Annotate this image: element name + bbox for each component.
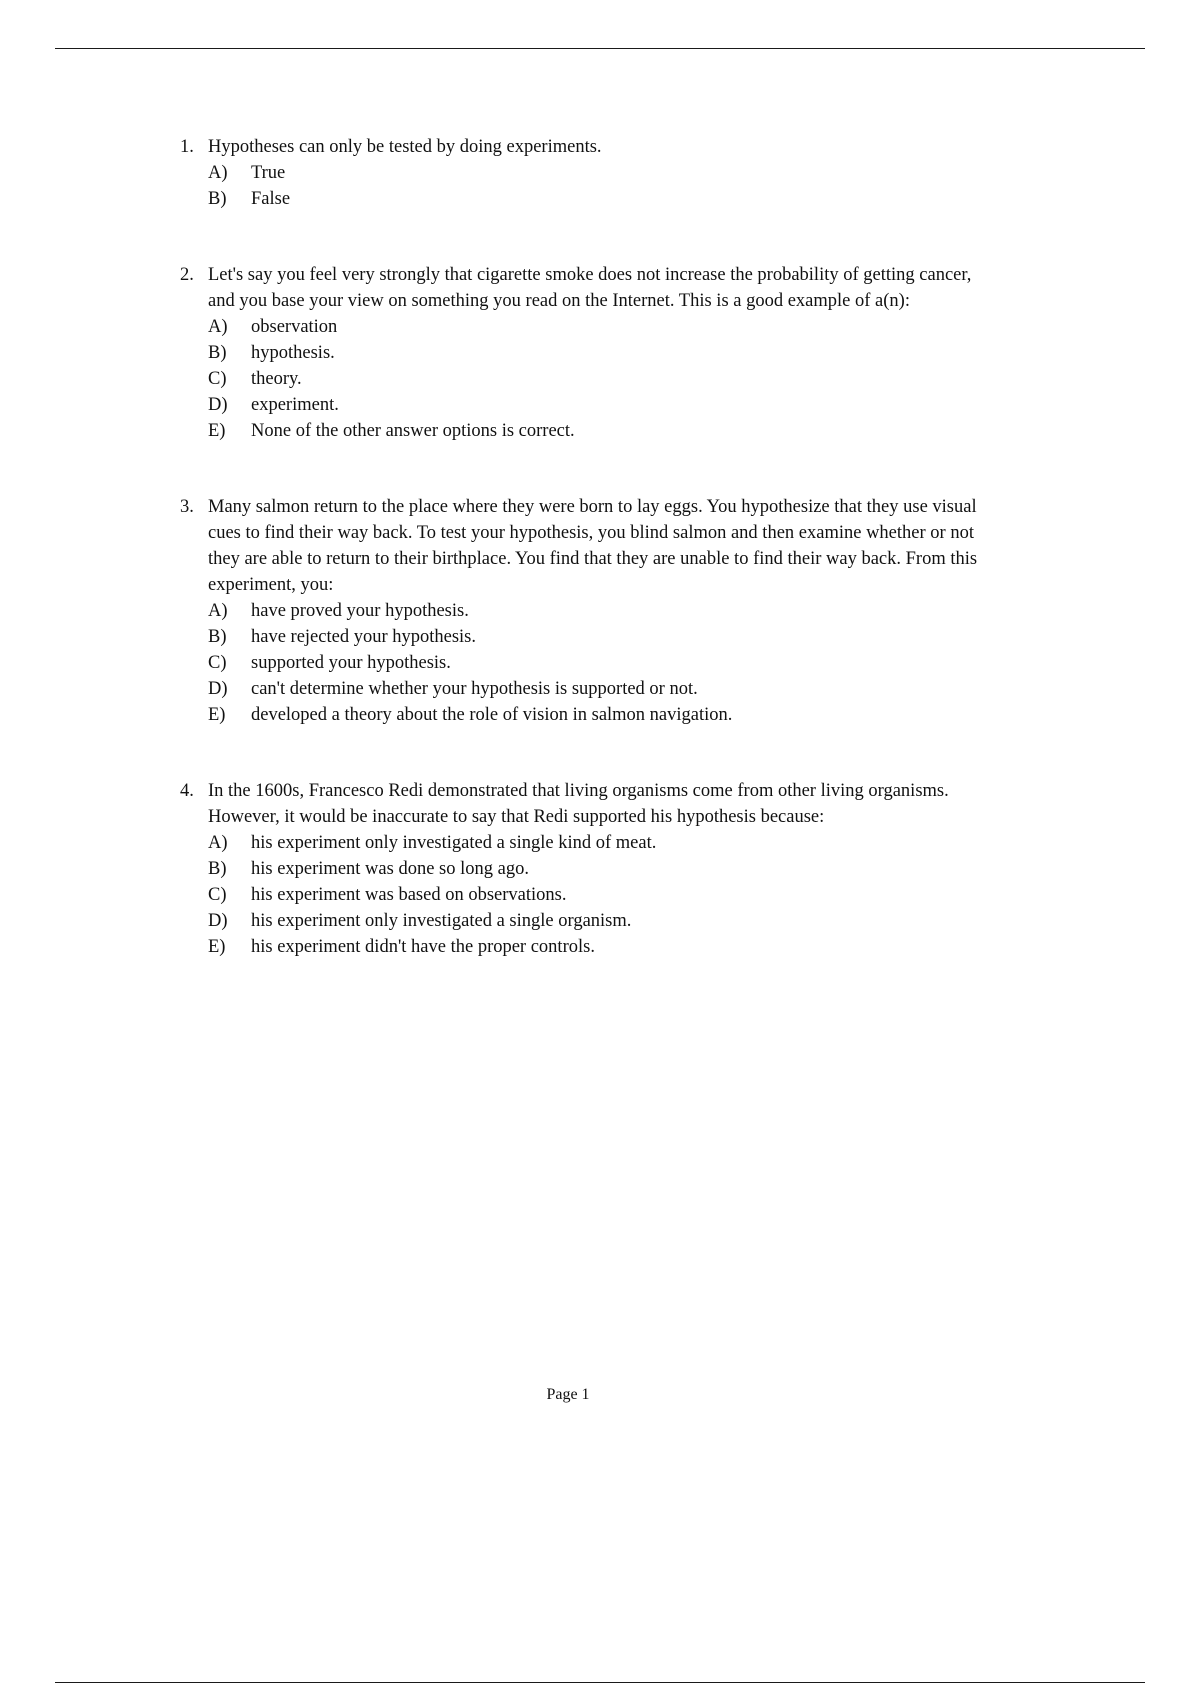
question-body	[208, 262, 1002, 444]
option-item	[208, 676, 1002, 702]
question-text: In the 1600s, Francesco Redi demonstrated that living organisms come from other living organisms. However, it would be inaccurate to say that Redi supported his hypothesis because:	[208, 781, 949, 827]
option-letter: D)	[208, 679, 228, 699]
option-text: can't determine whether your hypothesis is supported or not.	[251, 679, 698, 699]
question-number: 2.	[180, 265, 194, 285]
option-text: his experiment only investigated a single kind of meat.	[251, 833, 657, 853]
option-text: his experiment was done so long ago.	[251, 859, 529, 879]
question-text: Hypotheses can only be tested by doing experiments.	[208, 137, 602, 157]
option-item	[208, 908, 1002, 934]
option-text: observation	[251, 317, 338, 337]
question-item	[180, 262, 1002, 444]
option-letter: B)	[208, 627, 227, 647]
question-item	[180, 134, 1002, 212]
option-item	[208, 650, 1002, 676]
option-item	[208, 160, 1002, 186]
option-text: theory.	[251, 369, 302, 389]
option-letter: E)	[208, 705, 226, 725]
option-item	[208, 418, 1002, 444]
option-item	[208, 934, 1002, 960]
option-text: supported your hypothesis.	[251, 653, 451, 673]
option-text: None of the other answer options is correct.	[251, 421, 575, 441]
option-letter: A)	[208, 601, 228, 621]
question-number: 4.	[180, 781, 194, 801]
option-item	[208, 624, 1002, 650]
option-item	[208, 830, 1002, 856]
option-text: False	[251, 189, 291, 209]
option-text: developed a theory about the role of vision in salmon navigation.	[251, 705, 733, 725]
option-text: have proved your hypothesis.	[251, 601, 469, 621]
question-item	[180, 778, 1002, 960]
option-letter: A)	[208, 317, 228, 337]
option-letter: E)	[208, 937, 226, 957]
option-text: True	[251, 163, 286, 183]
option-letter: B)	[208, 859, 227, 879]
option-item	[208, 186, 1002, 212]
question-body	[208, 778, 1002, 960]
question-number: 1.	[180, 137, 194, 157]
question-text: Let's say you feel very strongly that cigarette smoke does not increase the probability of getting cancer, and you base your view on something you read on the Internet. This is a good example of a(n):	[208, 265, 972, 311]
option-list	[208, 160, 1002, 212]
option-text: his experiment was based on observations.	[251, 885, 567, 905]
option-text: hypothesis.	[251, 343, 335, 363]
option-letter: E)	[208, 421, 226, 441]
question-body	[208, 134, 1002, 212]
option-list	[208, 830, 1002, 960]
option-letter: B)	[208, 189, 227, 209]
question-item	[180, 494, 1002, 728]
option-item	[208, 598, 1002, 624]
option-letter: C)	[208, 369, 227, 389]
option-item	[208, 392, 1002, 418]
option-list	[208, 598, 1002, 728]
option-letter: C)	[208, 653, 227, 673]
option-text: his experiment didn't have the proper controls.	[251, 937, 595, 957]
option-letter: D)	[208, 911, 228, 931]
option-letter: A)	[208, 163, 228, 183]
option-text: have rejected your hypothesis.	[251, 627, 477, 647]
top-rule	[55, 48, 1145, 49]
option-text: his experiment only investigated a single organism.	[251, 911, 632, 931]
option-item	[208, 314, 1002, 340]
option-letter: B)	[208, 343, 227, 363]
question-body	[208, 494, 1002, 728]
option-list	[208, 314, 1002, 444]
question-list	[180, 134, 1002, 1010]
option-item	[208, 366, 1002, 392]
question-number: 3.	[180, 497, 194, 517]
option-item	[208, 340, 1002, 366]
page-footer: Page 1	[546, 1386, 590, 1403]
option-letter: D)	[208, 395, 228, 415]
option-item	[208, 882, 1002, 908]
option-item	[208, 702, 1002, 728]
question-text: Many salmon return to the place where they were born to lay eggs. You hypothesize that they use visual cues to find their way back. To test your hypothesis, you blind salmon and then examine whether or not they are able to return to their birthplace. You find that they are unable to find their way back. From this experiment, you:	[208, 497, 978, 595]
option-item	[208, 856, 1002, 882]
option-text: experiment.	[251, 395, 339, 415]
option-letter: A)	[208, 833, 228, 853]
bottom-rule	[55, 1682, 1145, 1683]
option-letter: C)	[208, 885, 227, 905]
